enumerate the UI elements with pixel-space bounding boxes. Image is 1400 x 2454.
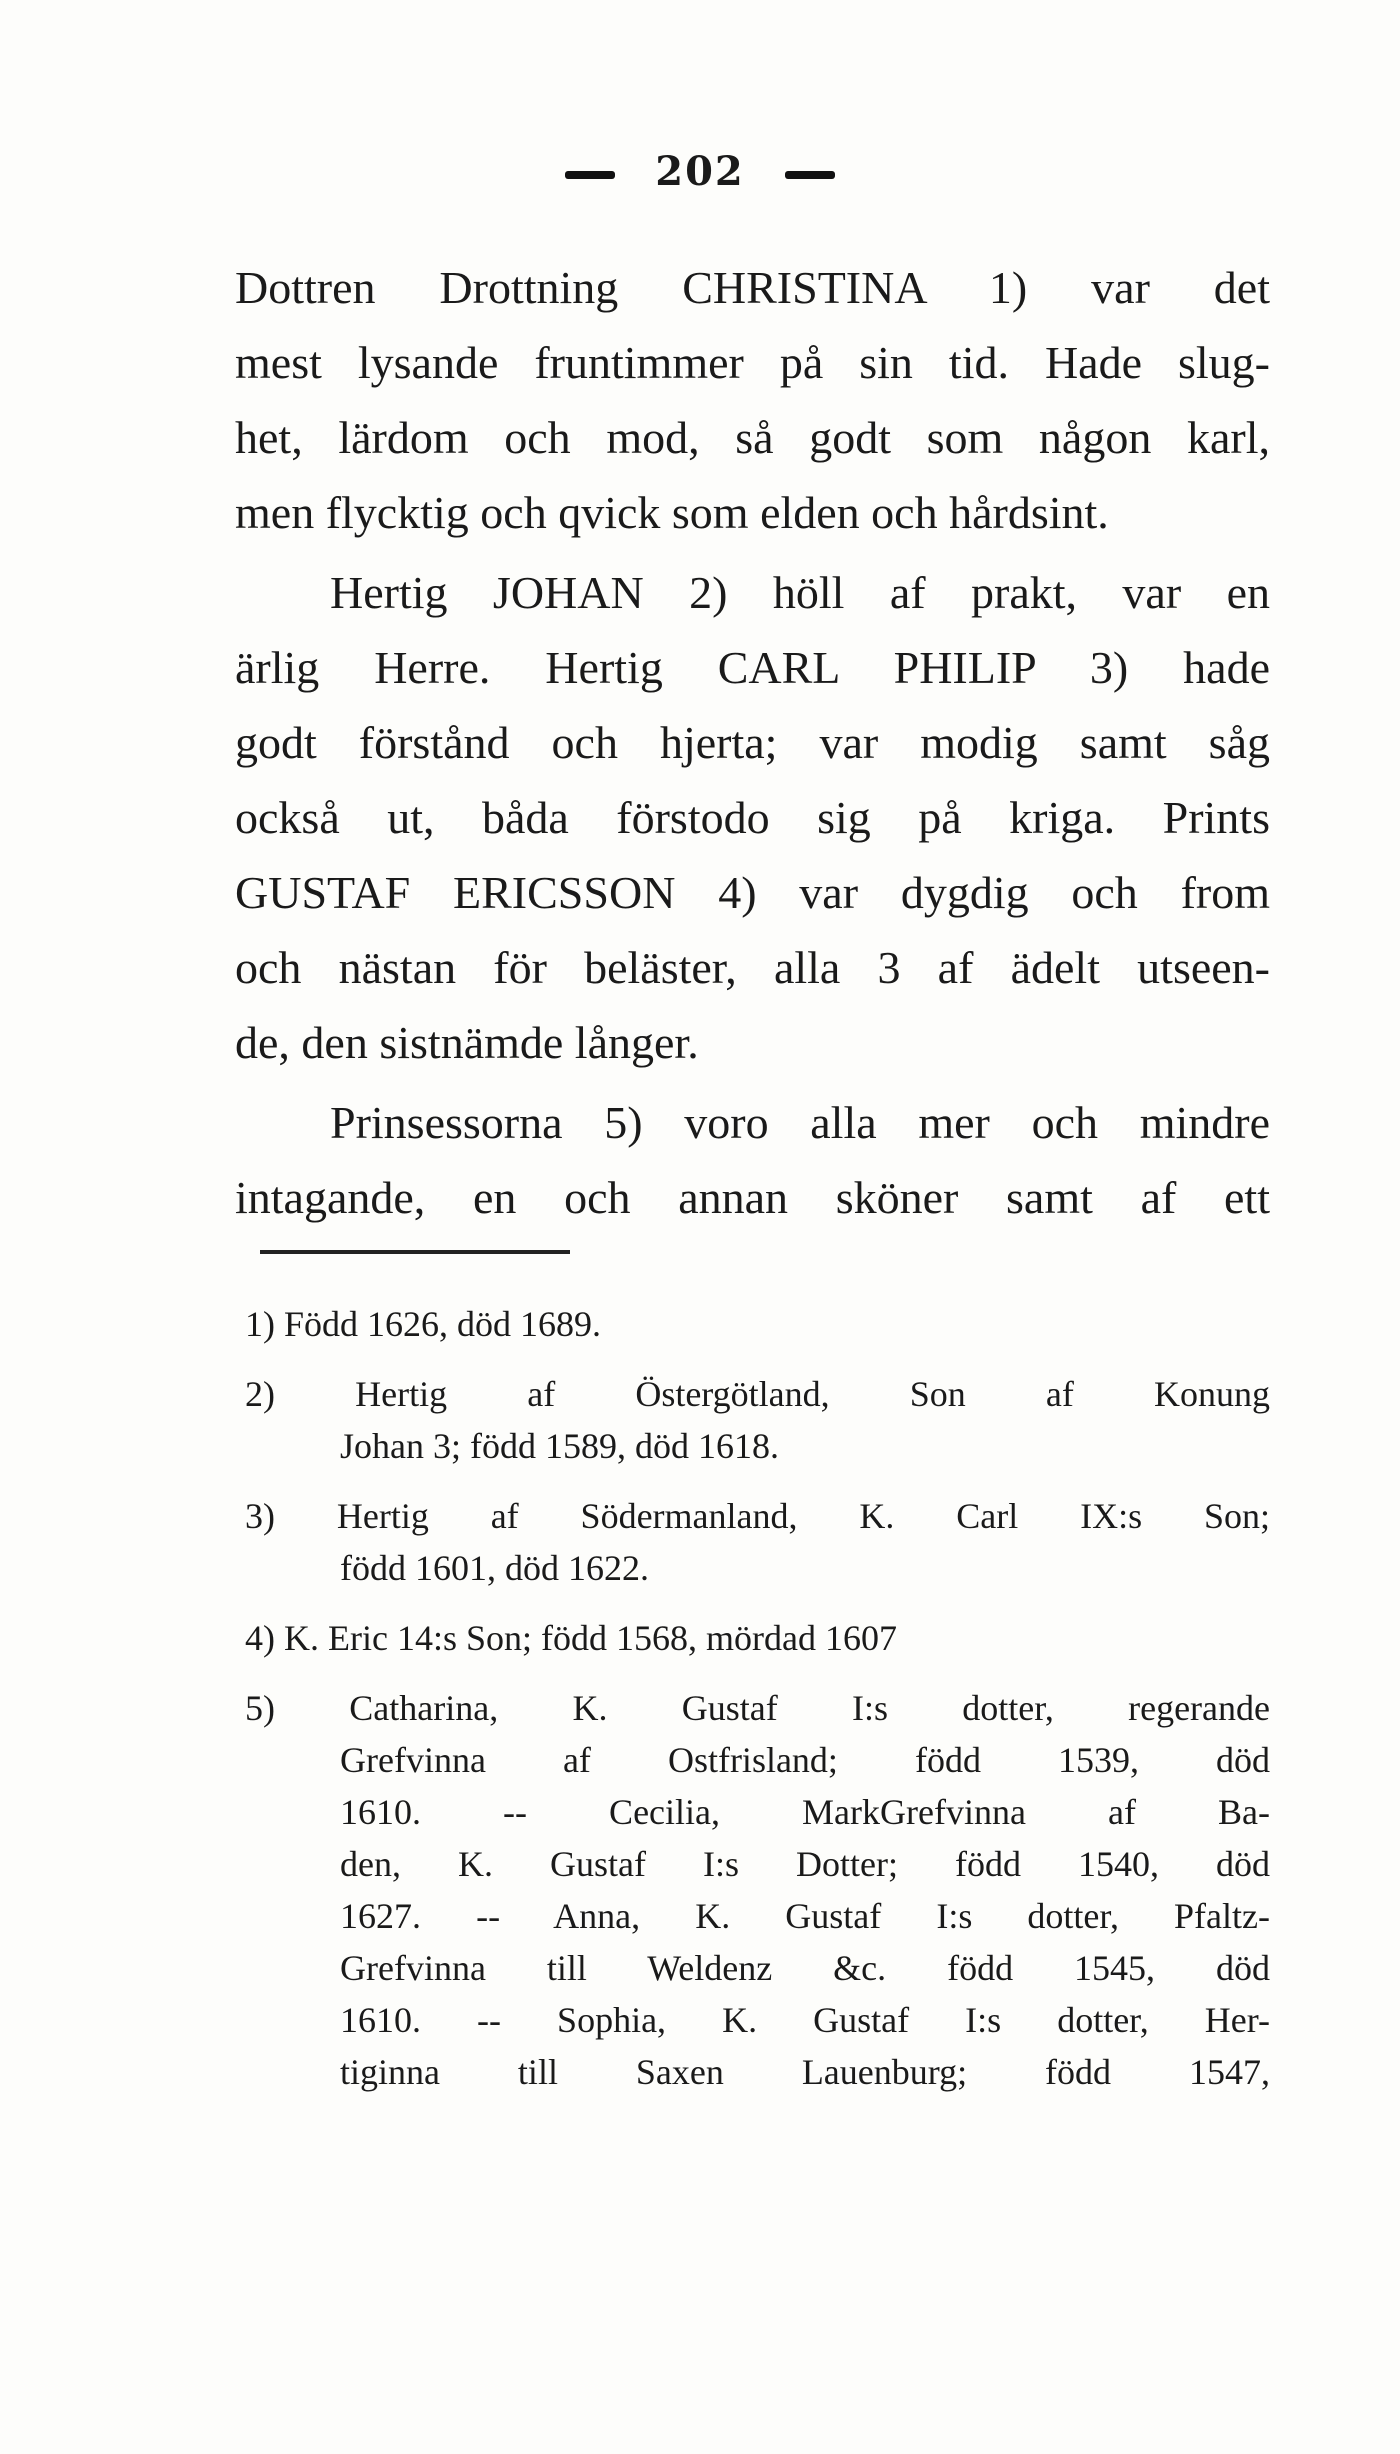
page-number: 202 <box>655 148 745 195</box>
footnote-line: 1610. -- Sophia, K. Gustaf I:s dotter, Her- <box>340 2000 1270 2040</box>
footnote-line: född 1601, död 1622. <box>340 1548 649 1588</box>
text-line: GUSTAF ERICSSON 4) var dygdig och from <box>235 867 1270 918</box>
footnote-line: 4) K. Eric 14:s Son; född 1568, mördad 1607 <box>245 1618 897 1658</box>
footnote-line: 1627. -- Anna, K. Gustaf I:s dotter, Pfaltz- <box>340 1896 1270 1936</box>
text-line: också ut, båda förstodo sig på kriga. Prints <box>235 792 1270 843</box>
text-line: men flycktig och qvick som elden och hårdsint. <box>235 487 1109 538</box>
text-line: ärlig Herre. Hertig CARL PHILIP 3) hade <box>235 642 1270 693</box>
text-line: het, lärdom och mod, så godt som någon karl, <box>235 412 1270 463</box>
footnote-4 <box>245 1612 1270 1664</box>
page-header <box>0 148 1400 195</box>
footnote-2 <box>245 1368 1270 1472</box>
footnote-rule <box>260 1250 570 1254</box>
text-line: Prinsessorna 5) voro alla mer och mindre <box>330 1097 1270 1148</box>
footnote-line: Grefvinna af Ostfrisland; född 1539, död <box>340 1740 1270 1780</box>
paragraph-princes <box>235 555 1270 1080</box>
header-dash-left <box>565 171 615 179</box>
text-line: godt förstånd och hjerta; var modig samt såg <box>235 717 1270 768</box>
footnote-line: 5) Catharina, K. Gustaf I:s dotter, regerande <box>245 1688 1270 1728</box>
footnotes <box>245 1298 1270 2116</box>
footnote-line: 1610. -- Cecilia, MarkGrefvinna af Ba- <box>340 1792 1270 1832</box>
footnote-1 <box>245 1298 1270 1350</box>
text-line: mest lysande fruntimmer på sin tid. Hade slug- <box>235 337 1270 388</box>
footnote-line: Grefvinna till Weldenz &c. född 1545, död <box>340 1948 1270 1988</box>
footnote-5 <box>245 1682 1270 2098</box>
text-line: intagande, en och annan sköner samt af ett <box>235 1172 1270 1223</box>
header-dash-right <box>785 171 835 179</box>
paragraph-princesses <box>235 1085 1270 1235</box>
footnote-line: 1) Född 1626, död 1689. <box>245 1304 602 1344</box>
text-line: och nästan för beläster, alla 3 af ädelt utseen- <box>235 942 1270 993</box>
text-line: Hertig JOHAN 2) höll af prakt, var en <box>330 567 1270 618</box>
footnote-line: 2) Hertig af Östergötland, Son af Konung <box>245 1374 1270 1414</box>
paragraph-christina <box>235 250 1270 550</box>
footnote-line: den, K. Gustaf I:s Dotter; född 1540, död <box>340 1844 1270 1884</box>
footnote-3 <box>245 1490 1270 1594</box>
text-line: de, den sistnämde långer. <box>235 1017 699 1068</box>
footnote-line: 3) Hertig af Södermanland, K. Carl IX:s Son; <box>245 1496 1270 1536</box>
footnote-line: tiginna till Saxen Lauenburg; född 1547, <box>340 2052 1270 2092</box>
text-line: Dottren Drottning CHRISTINA 1) var det <box>235 262 1270 313</box>
footnote-line: Johan 3; född 1589, död 1618. <box>340 1426 779 1466</box>
